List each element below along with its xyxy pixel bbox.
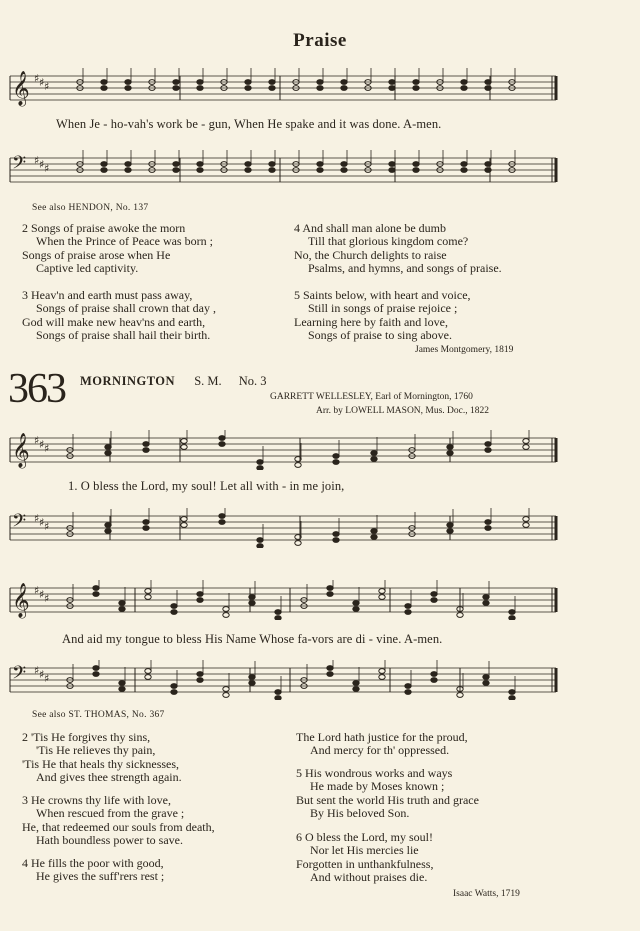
verse-line: 4 He fills the poor with good,: [22, 856, 164, 870]
verse-line: 2 Songs of praise awoke the morn: [22, 221, 186, 235]
verse-line: 3 Heav'n and earth must pass away,: [22, 288, 193, 302]
verse-line: The Lord hath justice for the proud,: [296, 730, 468, 744]
svg-text:♯: ♯: [44, 520, 50, 533]
verse-line: 3 He crowns thy life with love,: [22, 793, 171, 807]
verse-2: [22, 731, 182, 785]
verse-line: And gives thee strength again.: [36, 770, 182, 785]
svg-text:♯: ♯: [34, 664, 40, 677]
author-credit: James Montgomery, 1819: [415, 345, 514, 355]
verse-line: Hath boundless power to save.: [36, 833, 183, 848]
verse-line: 'Tis He relieves thy pain,: [36, 743, 156, 758]
verse-line: Songs of praise shall hail their birth.: [36, 328, 211, 343]
verse-3: [22, 289, 216, 343]
svg-text:♯: ♯: [39, 668, 45, 681]
verse-6: [296, 831, 433, 885]
verse-line: 'Tis He that heals thy sicknesses,: [22, 756, 180, 771]
svg-text:𝄞: 𝄞: [12, 433, 30, 468]
see-also: See also HENDON, No. 137: [32, 203, 149, 213]
verse-line: 5 Saints below, with heart and voice,: [294, 288, 471, 302]
verse-line: Nor let His mercies lie: [310, 843, 419, 858]
tune-number: No. 3: [238, 374, 267, 388]
verse-5: [294, 289, 471, 343]
verse-line: 5 His wondrous works and ways: [296, 766, 453, 780]
svg-text:𝄢: 𝄢: [12, 153, 27, 178]
svg-text:𝄢: 𝄢: [12, 511, 27, 536]
verse-line: 6 O bless the Lord, my soul!: [296, 830, 433, 844]
verse-line: Forgotten in unthankfulness,: [296, 856, 434, 871]
verse-line: No, the Church delights to raise: [294, 247, 447, 262]
music-staff-treble: [0, 68, 640, 108]
verse-line: Songs of praise to sing above.: [308, 328, 452, 343]
meter: S. M.: [194, 374, 222, 388]
verse-cont: [296, 731, 468, 758]
verse-line: He, that redeemed our souls from death,: [22, 819, 215, 834]
music-staff-bass: [0, 660, 640, 700]
verse-3: [22, 794, 215, 848]
lyric-line: And aid my tongue to bless His Name Whose fa-vors are di - vine. A-men.: [62, 632, 443, 646]
hymn-number: 363: [8, 366, 65, 412]
svg-text:𝄞: 𝄞: [12, 71, 30, 106]
svg-text:♯: ♯: [34, 434, 40, 447]
verse-4: [294, 222, 502, 276]
verse-line: By His beloved Son.: [310, 806, 410, 821]
verse-line: Still in songs of praise rejoice ;: [308, 301, 458, 316]
verse-line: And without praises die.: [310, 870, 428, 885]
music-staff-treble: [0, 580, 640, 620]
lyric-line: 1. O bless the Lord, my soul! Let all with - in me join,: [68, 479, 345, 493]
verse-line: Songs of praise arose when He: [22, 247, 171, 262]
music-staff-treble: [0, 430, 640, 470]
verse-line: Till that glorious kingdom come?: [308, 234, 469, 249]
svg-text:♯: ♯: [34, 154, 40, 167]
music-staff-bass: [0, 150, 640, 190]
verse-line: Psalms, and hymns, and songs of praise.: [308, 261, 502, 276]
svg-text:♯: ♯: [44, 442, 50, 455]
verse-line: But sent the world His truth and grace: [296, 792, 479, 807]
verse-line: When rescued from the grave ;: [36, 806, 185, 821]
svg-text:♯: ♯: [39, 76, 45, 89]
verse-line: And mercy for th' oppressed.: [310, 743, 450, 758]
music-staff-bass: [0, 508, 640, 548]
verse-line: Learning here by faith and love,: [294, 314, 448, 329]
verse-line: When the Prince of Peace was born ;: [36, 234, 213, 249]
author-credit: Isaac Watts, 1719: [453, 889, 520, 899]
svg-text:♯: ♯: [39, 588, 45, 601]
svg-text:♯: ♯: [44, 80, 50, 93]
verse-2: [22, 222, 213, 276]
svg-text:𝄢: 𝄢: [12, 663, 27, 688]
verse-line: God will make new heav'ns and earth,: [22, 314, 206, 329]
svg-text:♯: ♯: [39, 516, 45, 529]
tune-name: MORNINGTON: [80, 374, 176, 388]
composer: GARRETT WELLESLEY, Earl of Mornington, 1760: [270, 392, 473, 402]
svg-text:♯: ♯: [34, 584, 40, 597]
page-title: Praise: [293, 30, 347, 51]
verse-line: Songs of praise shall crown that day ,: [36, 301, 216, 316]
svg-text:♯: ♯: [39, 158, 45, 171]
verse-4: [22, 857, 164, 884]
svg-text:♯: ♯: [44, 592, 50, 605]
verse-line: He made by Moses known ;: [310, 779, 445, 794]
tune-line: [80, 374, 267, 389]
svg-text:♯: ♯: [44, 162, 50, 175]
arranger: Arr. by LOWELL MASON, Mus. Doc., 1822: [316, 406, 490, 416]
svg-text:𝄞: 𝄞: [12, 583, 30, 618]
svg-text:♯: ♯: [44, 672, 50, 685]
svg-text:♯: ♯: [39, 438, 45, 451]
verse-line: 2 'Tis He forgives thy sins,: [22, 730, 151, 744]
svg-text:♯: ♯: [34, 72, 40, 85]
lyric-line: When Je - ho-vah's work be - gun, When He spake and it was done. A-men.: [56, 117, 442, 131]
verse-line: He gives the suff'rers rest ;: [36, 869, 165, 884]
verse-5: [296, 767, 479, 821]
verse-line: Captive led captivity.: [36, 261, 139, 276]
see-also: See also ST. THOMAS, No. 367: [32, 710, 165, 720]
svg-text:♯: ♯: [34, 512, 40, 525]
verse-line: 4 And shall man alone be dumb: [294, 221, 446, 235]
